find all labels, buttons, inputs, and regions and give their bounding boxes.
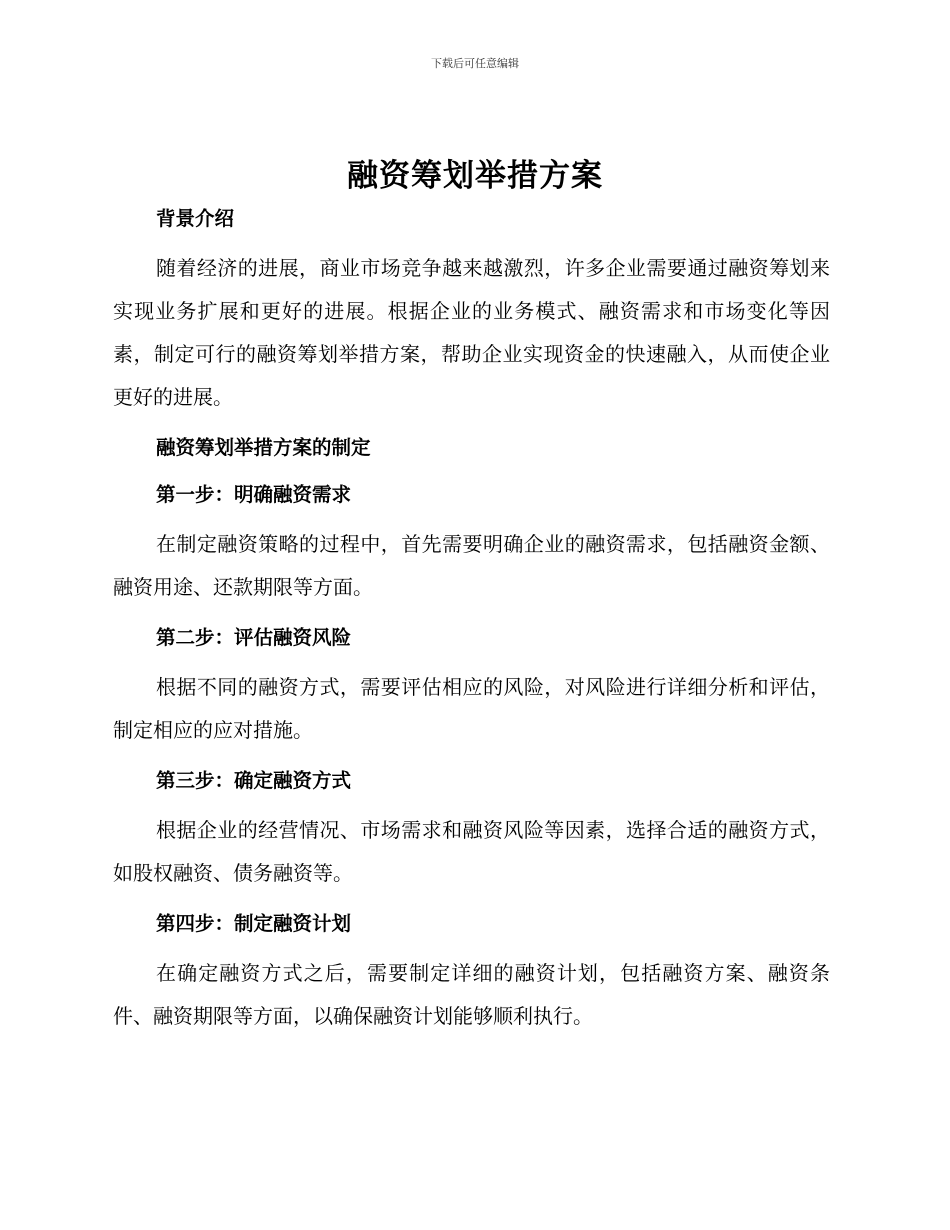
section-heading-step-1: 第一步：明确融资需求 [156,483,352,506]
section-heading-step-4: 第四步：制定融资计划 [156,912,352,935]
section-paragraph-step-4: 在确定融资方式之后，需要制定详细的融资计划，包括融资方案、融资条件、融资期限等方面，以确保融资计划能够顺利执行。 [113,961,830,1028]
section-heading-step-3: 第三步：确定融资方式 [156,769,352,792]
section-heading-background: 背景介绍 [156,207,235,230]
document-body [113,200,830,1038]
section-paragraph-step-1: 在制定融资策略的过程中，首先需要明确企业的融资需求，包括融资金额、融资用途、还款期限等方面。 [113,532,830,599]
section-paragraph-background: 随着经济的进展，商业市场竞争越来越激烈，许多企业需要通过融资筹划来实现业务扩展和更好的进展。根据企业的业务模式、融资需求和市场变化等因素，制定可行的融资筹划举措方案，帮助企业实现资金的快速融入，从而使企业更好的进展。 [113,256,830,409]
section-paragraph-step-2: 根据不同的融资方式，需要评估相应的风险，对风险进行详细分析和评估，制定相应的应对措施。 [113,675,830,742]
section-heading-step-2: 第二步：评估融资风险 [156,626,352,649]
document-title: 融资筹划举措方案 [347,158,603,194]
page-header-note: 下载后可任意编辑 [431,57,519,70]
section-heading-plan: 融资筹划举措方案的制定 [156,436,371,459]
section-paragraph-step-3: 根据企业的经营情况、市场需求和融资风险等因素，选择合适的融资方式，如股权融资、债务融资等。 [113,818,830,885]
